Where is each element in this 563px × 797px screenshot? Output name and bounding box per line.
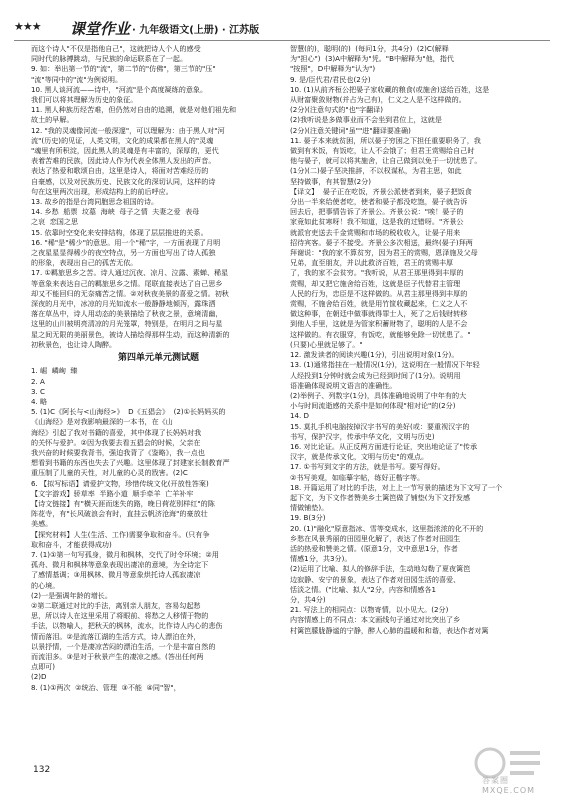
answer-line: 之夜星星显得稀少的夜空特点，另一方面也写出了诗人孤独 [31,248,216,258]
answer-line: ②书写美观，如临摹字帖，练好正楷字等。 [290,472,425,482]
answer-line: 了，我的家不会贫穷。"我听说，从君王那里得到丰厚的 [290,268,464,278]
answer-line: 想看到书籍的东西也失去了兴趣。这里体现了封建家长制教育严 [31,458,230,468]
answer-line: 以景抒情，一个是凄凉苦闷的漂泊生活，一个是丰富自然的 [31,641,216,651]
answer-line: 汉字，就是传承文化，文明与历史"的观点。 [290,452,429,462]
answer-line: (2分)(注意句式的"也"字翻译) [290,105,384,115]
answer-line: (2)举例子、列数字(1分)，具体准确地说明了中年有的大 [290,390,467,400]
answer-line: 表达了热爱和歌颂自由，这里是诗人，将面对苦难经历的 [31,166,209,176]
answer-line: 这里的山川被明亮清凉的月光笼罩，特别是，在明月之间与星 [31,319,223,329]
answer-line: 12. "我的灵魂像河流一般深邃"，可以理解为：由于黑人对"河 [31,125,225,135]
answer-line: 的心境。 [31,580,60,590]
answer-line: (2)D [31,672,47,682]
answer-line: 21. 写法上的相同点：以物寄情，以小见大。(2分) [290,605,449,615]
answer-line: 14. D [290,411,309,421]
answer-line: 兄弟，直至朋友，并以此救济百姓，君王的赏赐丰厚 [290,258,454,268]
page-header [14,18,314,38]
answer-line: 小与时间流逝感的关系中是如何体现"相对论"的(2分) [290,401,456,411]
answer-line: 却又不能回归的无奈痛苦之情。②对秋夜美景的喜爱之情。初秋 [31,288,229,298]
answer-line: 取和奋斗，才能获得成功) [31,539,112,549]
answer-line: 18. 开篇运用了对比的手法，对上上一节写景的描述为下文写了一个 [290,482,503,492]
answer-line: 语准确体现说明文语言的准确性。 [290,380,397,390]
answer-line: 14. 乡愁 船票 坟墓 海峡 母子之情 夫妻之爱 表母 [31,207,200,217]
answer-line: 【探究材料】人生(生活、工作)需要争取和奋斗。(只有争 [31,529,210,539]
answer-line: 4. 略 [31,396,48,406]
answer-line: 坚持做事，有其智慧(2分) [290,176,371,186]
answer-line: 17. ①羁旅思乡之苦。诗人通过沉夜、凉月、泣露、素蝉、稀星 [31,268,229,278]
answer-line: 表着苦难的民族，因此诗人作为代表全体黑人发出的声音。 [31,156,216,166]
answer-line: 思，所以诗人在这里采用了将眼前、将愁之人移情于物的 [31,611,209,621]
answer-line: 恬淡之情。("比喻、拟人"2分，内容和情感各1 [290,584,437,594]
answer-line: 19. B(3分) [290,513,326,523]
answer-line: 美感。 [31,519,53,529]
answer-line: 等意象来表达自己的羁旅思乡之情。尾联直接表达了自己思乡 [31,278,223,288]
star-icons: ★★★ [14,20,41,33]
left-answers-unit-test [31,366,286,693]
answer-line: 内容情感上的不同点：本文画线句子通过对比突出了乡 [290,615,461,625]
book-brand: 课堂作业 [70,20,131,38]
answer-line: 赏赐，却又把它施舍给百姓，这就是臣子代替君主管理 [290,278,461,288]
answer-line: ②第二联通过对比的手法，离别亲人朋友，容易勾起愁 [31,600,201,610]
answer-line: 星之间无限的美丽景色，被诗人描绘得那样生动，而这种清新的 [31,329,230,339]
answer-line: 海经》引起了我对书籍的喜爱，其中体现了长妈妈对我 [31,427,202,437]
answer-line: 《山海经》是对我影响最深的一本书，在《山 [31,417,173,427]
answer-line: 2. A [31,376,45,386]
page-number: 132 [33,765,51,775]
left-answers [31,44,286,350]
answer-line: 3. C [31,386,45,396]
right-answers [290,44,548,636]
answer-line: 5. (1)C《阿长与<山海经>》 D《五猖会》 (2)①长妈妈买的 [31,407,226,417]
answer-line: 边寂静、安宁的景象，表达了作者对田园生活的喜爱、 [290,574,461,584]
answer-line: 招待宾客。晏子不接受。齐景公多次相送，最终(晏子)拜两 [290,237,473,247]
answer-line: (只要)心里就足够了。" [290,339,363,349]
answer-line: 20. (1)"融化"原意指冰、雪等变成水，这里指浓浓的化不开的 [290,523,484,533]
answer-line: 自豪感，以及对民族历史、民族文化的深切认同，这样的诗 [31,176,216,186]
answer-line: 6. 【拟写标语】请爱护文物，珍惜传统文化(开放性答案) [31,478,209,488]
answer-line: 人经投到1分钟时就会成为已经到时间了(1分)。说明用 [290,370,461,380]
answer-line: 11. 黑人种族历经苦难，但仍然对自由的追溯，就是对他们祖先和 [31,105,237,115]
answer-line: 村篱笆朦胧静谧的宁静，醉人心肺的温暖和和谐，表达作者对篱 [290,625,489,635]
answer-line: 点即可) [31,662,56,672]
answer-line: 16. "稀"是"稀少"的意思。用一个"稀"字，一方面表现了月明 [31,237,221,247]
answer-line: 故土的早解。 [31,115,74,125]
answer-line: (2)我听说是多做事业而不会坐到君位上，这就是 [290,115,442,125]
answer-line: 9. 如：举出第一节的"流"，第二节的"仿佛"，第三节的"压" [31,64,216,74]
answer-line: 12. 激发读者的阅读兴趣(1分)，引出说明对象(1分)。 [290,350,459,360]
answer-line: 拜谢说："我的家不算贫穷，因为君王的赏赐，恩泽施及父母 [290,248,478,258]
answer-line: "流"等同中的"流"为例说明。 [31,74,123,84]
answer-line: 的关怀与爱护。②因为我要去看五猖会的时候，父亲在 [31,437,201,447]
answer-line: 分，共4分) [290,594,326,604]
answer-line: 了感情基调；③用枫林、微月等意象烘托诗人孤寂凄凉 [31,570,201,580]
answer-line: 赏赐，不施舍给百姓，就是用竹筐收藏起来，仁义之人不 [290,299,468,309]
header-divider [14,40,550,41]
answer-line: 乡愁在风景秀丽的田园里化解了，表达了作者对田园生 [290,533,461,543]
answer-line: 人民的行为，忠臣是不这样做的。从君主那里得到丰厚的 [290,288,468,298]
answer-line: 重压制了儿童的天性，对儿童的心灵的戕害。(2)C [31,468,188,478]
answer-line: (2)运用了比喻、拟人的修辞手法，生动地勾勒了夏夜篱笆 [290,564,471,574]
answer-line: 家竟如此贫寒呀！我不知道，这是我的过错呀。"齐景公 [290,217,464,227]
answer-line: 15. 依靠时空变化来安排结构，体现了层层推进的关系。 [31,227,208,237]
answer-line: 情做铺垫)。 [290,503,329,513]
answer-line: 分出一半来给使者吃，使者和晏子都没吃饱，晏子就告诉 [290,197,468,207]
answer-line: 做到有米饭，有饭吃，让人不会饿了；但君王赏赐给自己时 [290,146,475,156]
answer-line: "魂里有所积淀，因此黑人的灵魂是有丰富的，深厚的，更代 [31,146,219,156]
answer-line: 而流泪多。③是对于秋景产生的凄凉之感。(答出任何两 [31,651,204,661]
answer-line: 的形象，表现出自己的孤苦无依。 [31,258,138,268]
answer-line: 我兴奋的时候要我背书，强迫我背了《鉴略》，我一点也 [31,447,205,457]
answer-line: 深夜的月光中，冰凉的月光如流水一般静静地倾泻，露珠洒 [31,299,216,309]
answer-line: 这样做的。有衣服穿，有饭吃，就能够免除一切忧患了。" [290,329,471,339]
answer-line: 而这个诗人"不仅是指他自己"，这就把诗人个人的感受 [31,44,201,53]
answer-line: 同时代的脉搏跳动，与民族的命运联系在了一起。 [31,54,188,64]
answer-line: 孤舟、微月和枫林等意象表现出凄凉的意境，为全诗定下 [31,560,209,570]
answer-line: 流"(历史)的见证，人类文明，文化的成果都在黑人的"灵魂 [31,135,214,145]
answer-line: (2)一是强调年龄的增长。 [31,590,112,600]
answer-line: 11. 晏子本来就贫困，所以晏子穷困之下担任重要职务了，我 [290,135,481,145]
answer-line: 7. (1)①第一句写孤身，微月和枫林，交代了时令环境；②用 [31,549,219,559]
answer-line: 活的热爱和赞美之情。(原意1分，文中意思1分，作者 [290,543,458,553]
answer-line: 阵花寺，有"长风破浪会有时，直挂云帆济沧海"的豪放壮 [31,509,208,519]
book-subtitle: · 九年级语文(上册) · 江苏版 [132,25,260,36]
answer-line: (1分)(二)晏子坚决推辞，不以权谋私，为君主思，如此 [290,166,462,176]
answer-line: 10. 黑人谈河流——诗中，"河流"是个高度凝练的意象。 [31,84,208,94]
answer-line: 落在草丛中，诗人用动态的美景描绘了秋夜之景，意境清幽， [31,309,223,319]
answer-line: 句在这里两次出现，形成结构上的前后呼应。 [31,186,173,196]
answer-line: "按照"，D中解释为"认为") [290,64,376,74]
section-title: 第四单元单元测试题 [117,353,199,364]
answer-line: 从财富聚敛财物(并占为己有)，仁义之人是不这样做的。 [290,95,466,105]
answer-line: 13. (1)通常指挂在一般情况(1分)，这说明在一般情况下年轻 [290,360,480,370]
answer-line: 【文字游戏】骄草率 半路小道 顺手牵羊 亡羊补牢 [31,488,194,498]
answer-line: 为"担心") (3)A中解释为"凭。"B中解释为"他，指代 [290,54,454,64]
answer-line: 15. 莫扎手机电脑按掉汉字书写的美好(或：要重视汉字的 [290,421,470,431]
answer-line: 就派官吏送去千金赏赐和市场的税收收入，让晏子用来 [290,227,461,237]
answer-line: 8. (1)①两次 ②统治、管理 ③不能 ④同"智"， [31,682,181,692]
answer-line: 10. (1)从前齐桓公把晏子家收藏的粮食(或施舍)送给百姓，这是 [290,84,490,94]
answer-line: 书写，保护汉字，传承中华文化，文明与历史) [290,431,435,441]
answer-line: 【译文】 晏子正在吃饭，齐景公派使者到来，晏子把饭食 [290,186,472,196]
answer-line: 情而落泪。②是流落江湖的生活方式，诗人漂泊在外， [31,631,201,641]
answer-line: 之哀 恋国之思 [31,217,79,227]
answer-line: 16. 对比论证。从正反两方面进行论证，突出地论证了"传承 [290,441,478,451]
answer-line: 到他人手里，这就是为管家积蓄财物了，聪明的人是不会 [290,319,468,329]
answer-line: 起下文，为下文作者赞美乡土篱笆做了铺垫(为下文抒发感 [290,492,471,502]
answer-line: 回去后，把事情告诉了齐景公。齐景公说："唉！晏子的 [290,207,464,217]
answer-line: 1. 崛 嶙峋 臻 [31,366,78,376]
watermark-text: 答案圈 MXQE.COM [482,776,536,795]
answer-line: (2分)(注意关键词"虽""进"翻译要准确) [290,125,411,135]
right-column [290,44,548,636]
answer-line: 17. ①书写到文字的方法，就是书写。要写得好。 [290,462,445,472]
answer-line: 情感1分，共3分)。 [290,554,352,564]
answer-line: 【诗文链接】有"横天涯而迷失的路，晚日荷花别样红"的陈 [31,498,215,508]
answer-line: 我们可以将其理解为历史的象征。 [31,95,138,105]
answer-line: 智慧(的)，聪明(的) (每问1分，共4分) (2)C(解释 [290,44,449,53]
answer-line: 做这种事，在朝廷中做事就得罪士人，死了之后钱财转移 [290,309,468,319]
answer-line: 初秋景色，也让诗人陶醉。 [31,339,117,349]
answer-line: 他与晏子，就可以将其施舍，让自己做到以免于一切忧患了。 [290,156,482,166]
answer-line: 13. 故乡的指是台湾同胞思念祖国的诗。 [31,197,159,207]
answer-line: 9. 是/臣代君/君民也(2分) [290,74,371,84]
answer-line: 手法，以物喻人，把秋天的枫林，流水，比作诗人内心的悲伤 [31,621,223,631]
left-column [31,44,286,693]
